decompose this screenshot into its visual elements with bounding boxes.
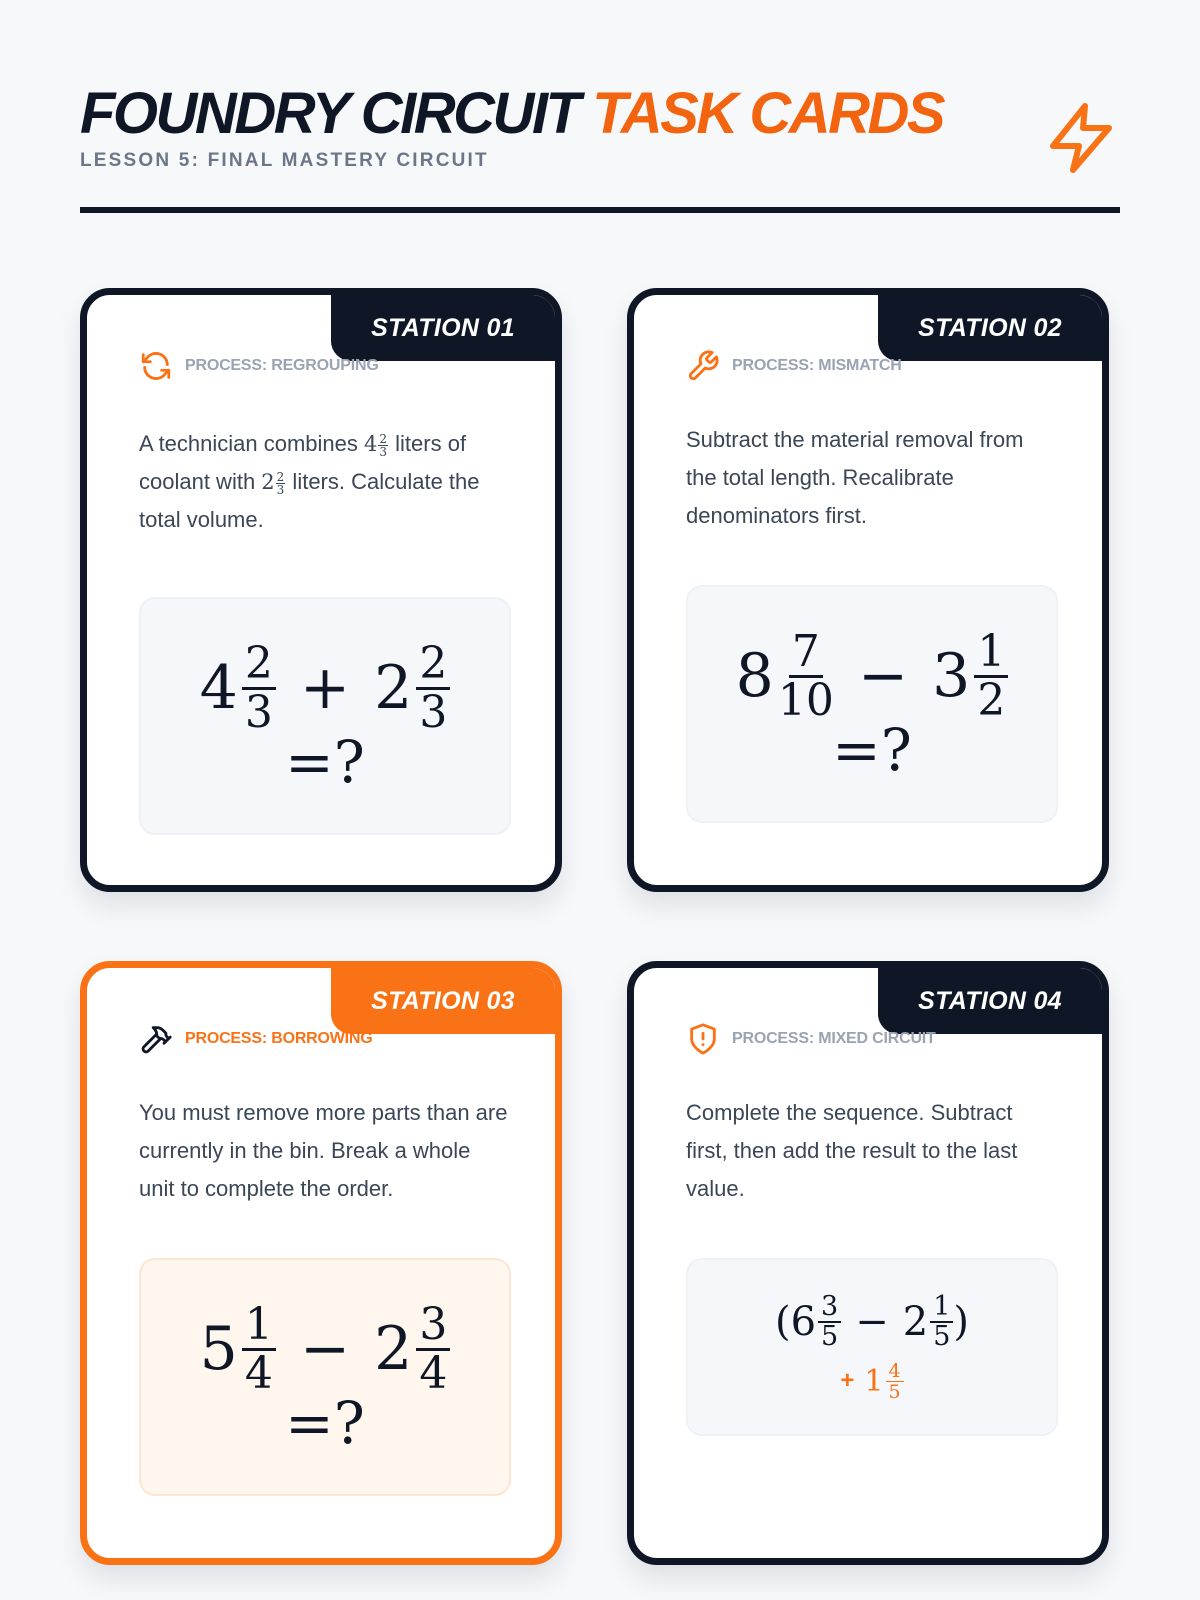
equation-box <box>139 1258 511 1496</box>
task-card-station-03 <box>80 961 562 1565</box>
equation-result: =? <box>832 715 912 784</box>
inline-fraction: $\frac{2}{3}$ <box>379 431 388 459</box>
page-header <box>80 82 1120 172</box>
equation-box <box>686 585 1058 823</box>
refresh-icon <box>139 349 173 383</box>
lightning-bolt-icon <box>1045 100 1117 176</box>
equation: 4 2 3 + 2 2 3 <box>200 641 451 736</box>
task-card-station-01 <box>80 288 562 892</box>
task-prompt: Subtract the material removal from the total length. Recalibrate denominators first. <box>686 427 1024 528</box>
equation: 5 1 4 − 2 3 4 <box>200 1302 451 1397</box>
process-label <box>686 1022 936 1056</box>
title-accent: TASK CARDS <box>592 81 944 146</box>
task-prompt: Complete the sequence. Subtract first, then add the result to the last value. <box>686 1100 1018 1201</box>
page-title <box>80 82 1120 146</box>
equation-box <box>686 1258 1058 1436</box>
station-label: STATION 01 <box>331 295 555 361</box>
process-text: PROCESS: BORROWING <box>185 1030 373 1047</box>
station-label: STATION 02 <box>878 295 1102 361</box>
equation-result: =? <box>285 1388 365 1457</box>
title-primary: FOUNDRY CIRCUIT <box>80 81 579 146</box>
process-label <box>686 349 902 383</box>
inline-fraction: $\frac{2}{3}$ <box>276 469 285 497</box>
process-label <box>139 349 379 383</box>
task-prompt: You must remove more parts than are currently in the bin. Break a whole unit to complete the order. <box>139 1100 508 1201</box>
equation: 8 7 10 − 3 1 2 <box>736 629 1009 724</box>
inline-whole: 2 <box>261 470 275 494</box>
inline-whole: 4 <box>364 432 378 456</box>
equation-box <box>139 597 511 835</box>
lesson-subtitle: LESSON 5: FINAL MASTERY CIRCUIT <box>80 150 489 171</box>
station-label: STATION 03 <box>331 968 555 1034</box>
task-prompt <box>139 425 509 539</box>
process-label <box>139 1022 373 1056</box>
station-label: STATION 04 <box>878 968 1102 1034</box>
task-card-station-02 <box>627 288 1109 892</box>
equation: ( 6 3 5 − 2 1 5 ) <box>774 1290 969 1352</box>
process-text: PROCESS: REGROUPING <box>185 357 379 374</box>
process-text: PROCESS: MISMATCH <box>732 357 902 374</box>
task-card-station-04 <box>627 961 1109 1565</box>
process-text: PROCESS: MIXED CIRCUIT <box>732 1030 936 1047</box>
prompt-text: A technician combines <box>139 431 365 456</box>
prompt-text: liters. Calculate the total volume. <box>139 469 480 532</box>
wrench-icon <box>686 349 720 383</box>
prompt-text: liters of coolant with <box>139 431 467 494</box>
hammer-icon <box>139 1022 173 1056</box>
header-divider <box>80 207 1120 213</box>
shield-alert-icon <box>686 1022 720 1056</box>
equation-addend: + 1 4 5 <box>840 1361 903 1402</box>
equation-result: =? <box>285 727 365 796</box>
